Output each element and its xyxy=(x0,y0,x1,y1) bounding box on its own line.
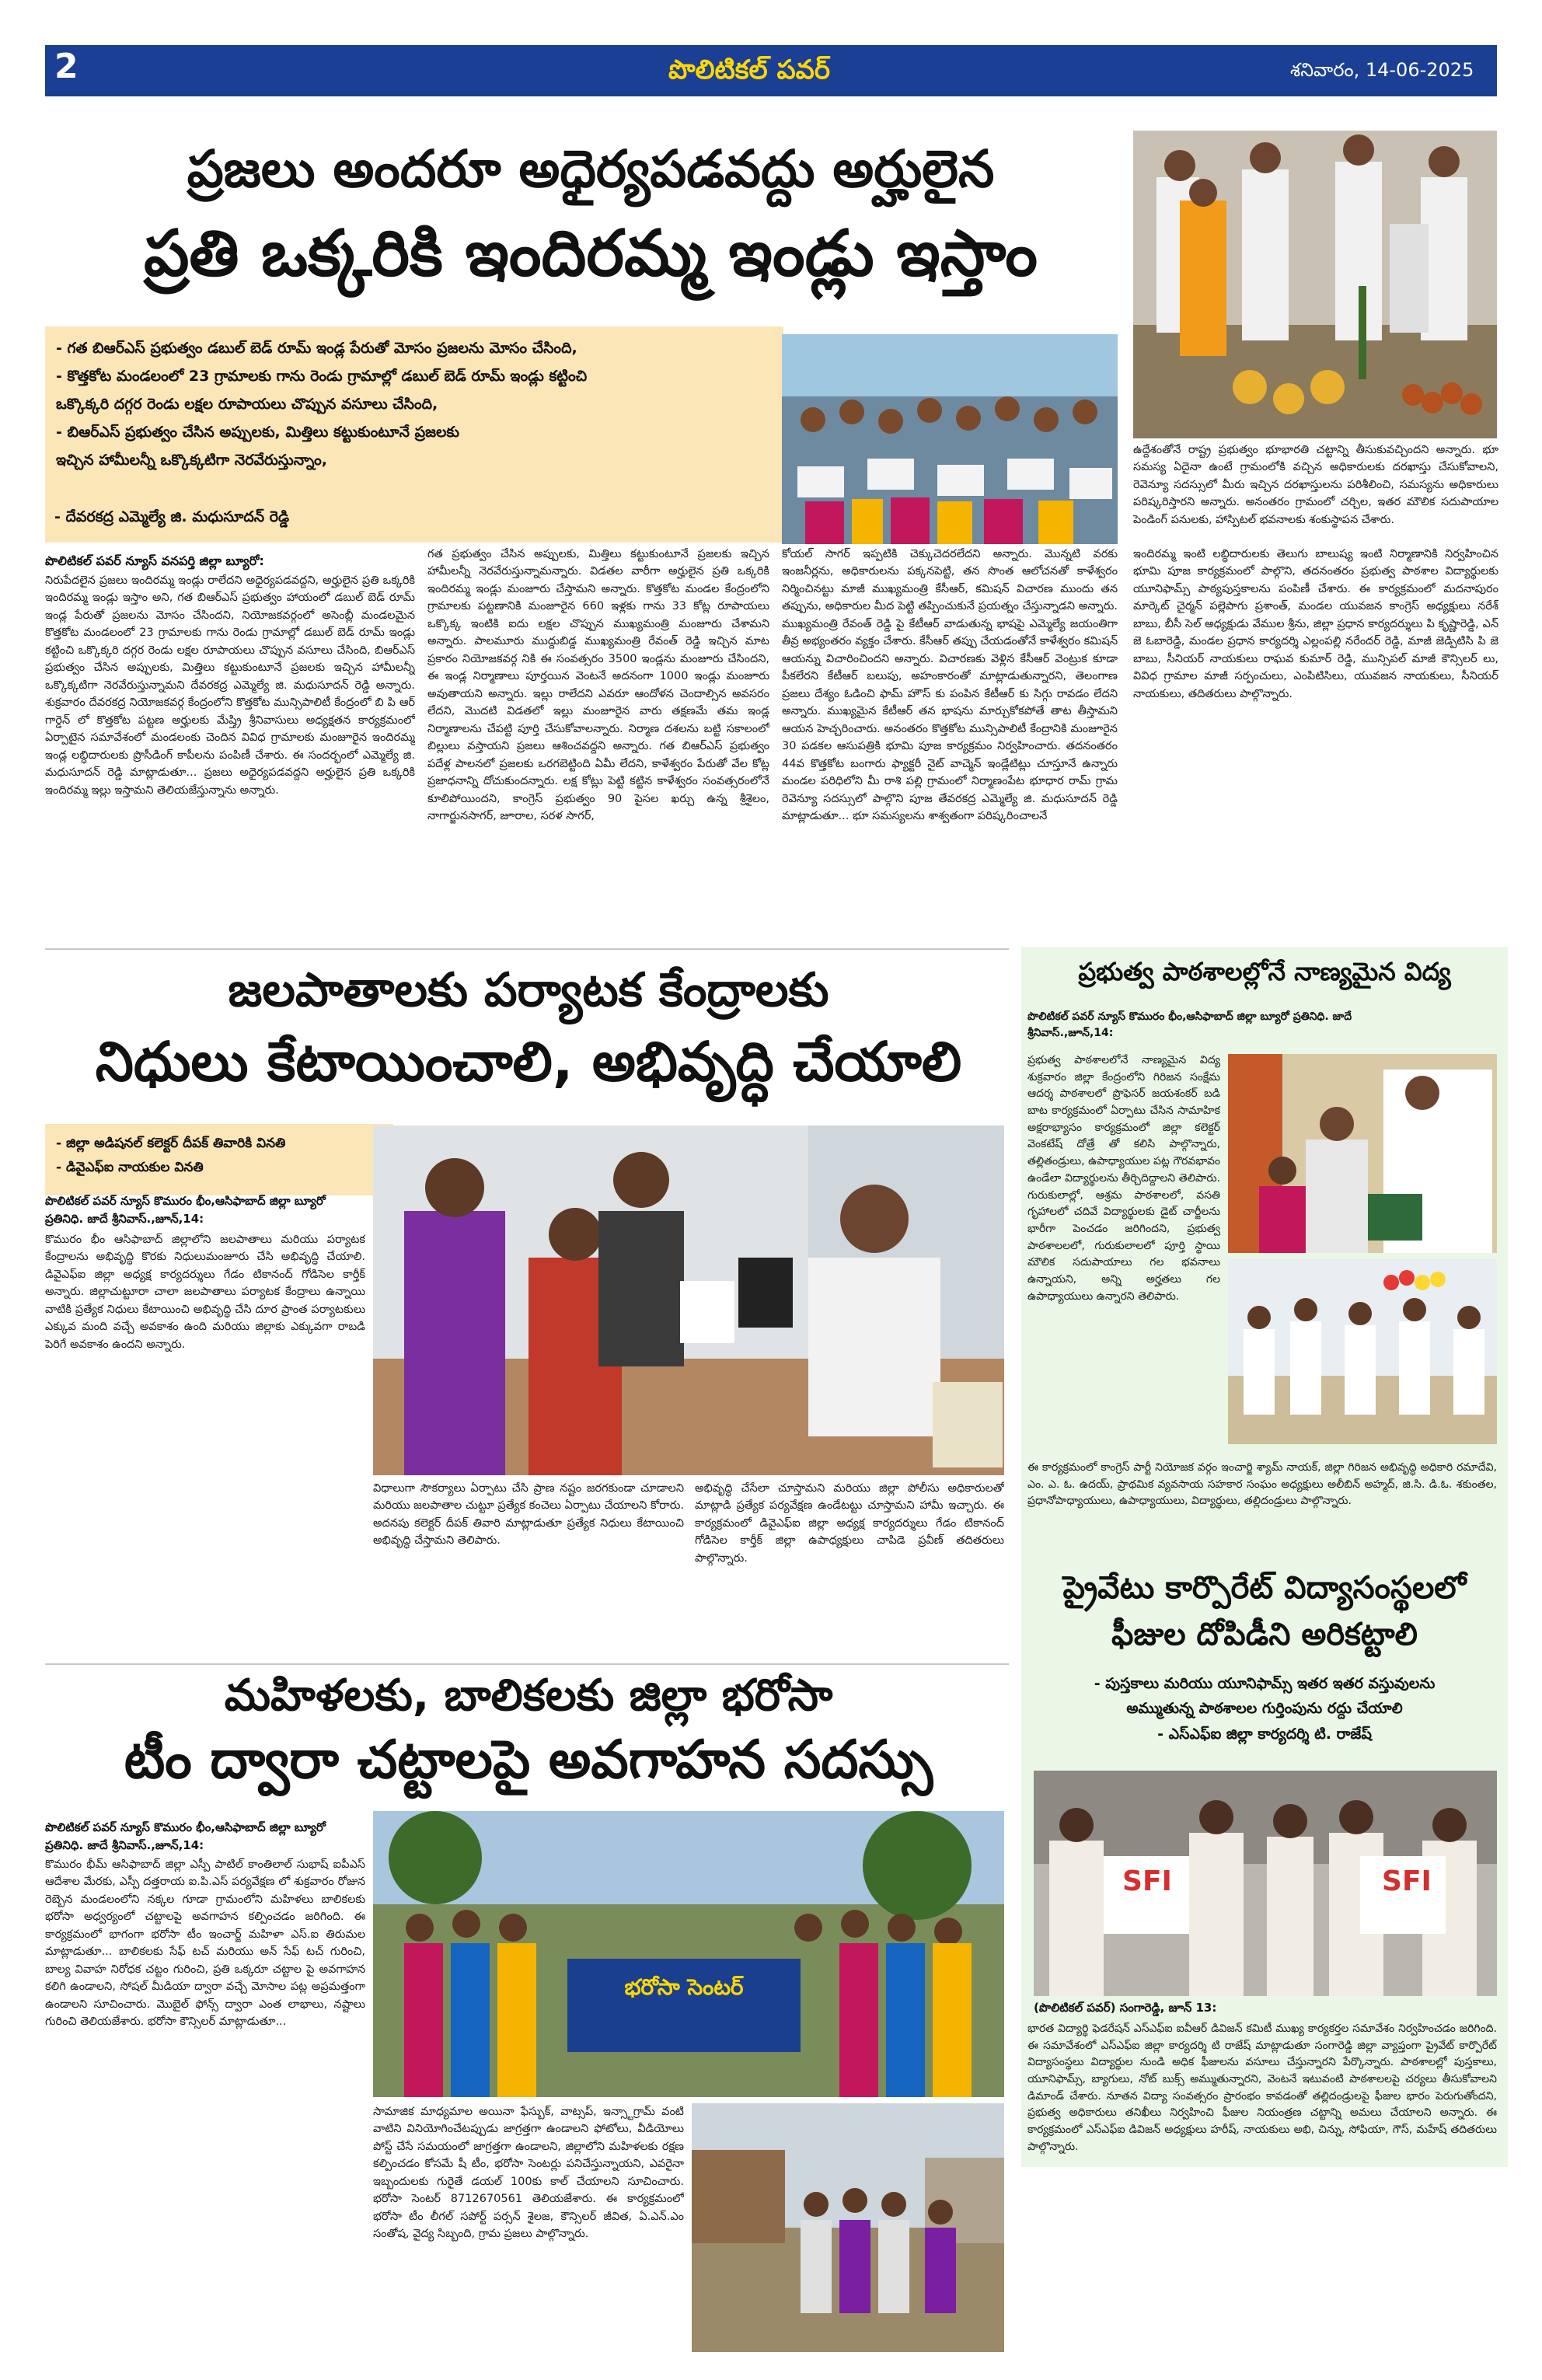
issue-date: శనివారం, 14-06-2025 xyxy=(1290,59,1474,81)
story5-headline-line2: టీం ద్వారా చట్టాలపై అవగాహన సదస్సు xyxy=(124,1729,933,1791)
story2-photo-petition xyxy=(373,1125,1004,1475)
story2-bullet-box xyxy=(45,1124,393,1195)
story1-column-1: నిరుపేదలైన ప్రజలు ఇందిరమ్మ ఇండ్లు రాలేదని అధైర్యపడవద్దని, అర్హులైన ప్రతి ఒక్కరికి ఇందిరమ్మ ఇండ్లు ఇస్తాం అని, గత బిఆర్ఎస్ ప్రభుత్వం హాయంలో డబుల్ బెడ్ రూమ్ ఇండ్ల పేరుతో ప్రజలను మోసం చేసిందని, నియోజకవర్గంలో అసెంబ్లీ మండలమైన కొత్తకోట మండలంలో 23 గ్రామాలకు గాను రెండు గ్రామాల్లో డబుల్ బెడ్ రూమ్ ఇండ్లు కట్టించి ఒక్కొక్కరి దగ్గర రెండు లక్షల రూపాయలు చొప్పున వసూలు చేసింది, బిఆర్ఎస్ ప్రభుత్వం చేసిన అప్పులకు, మిత్తిలు కట్టుకుంటూనే ప్రజలకు ఇచ్చిన హామీలన్నీ ఒక్కొక్కటిగా నెరవేరుస్తున్నామని దేవరకద్ర ఎమ్మెల్యే జి. మధుసూదన్ రెడ్డి అన్నారు. శుక్రవారం దేవరకద్ర నియోజకవర్గ కేంద్రంలోని కొత్తకోట మున్సిపాలిటీ కేంద్రంలో బి పి ఆర్ గార్డెన్ లో కొత్తకోట పట్టణ అర్హులకు మేష్త్రి శ్రీనివాసులు అధ్యక్షతన కార్యక్రమంలో ఏర్పాటైన సమావేశంలో మండలంకు చెందిన వివిధ గ్రామాలకు మంజూరైన ఇందిరమ్మ ఇండ్ల లబ్ధిదారులకు ప్రొసీడింగ్ కాపీలను పంపిణీ చేశారు. ఈ సందర్భంలో ఎమ్మెల్యే జి. మధుసూదన్ రెడ్డి మాట్లాడుతూ... ప్రజలు అధైర్యపడవద్దని అర్హులైన ప్రతి ఒక్కరికి ఇందిరమ్మ ఇల్లు ఇస్తామని తెలియజేస్తున్నాను అన్నారు. xyxy=(45,574,415,797)
story5-column-1: కొమురం భీమ్ ఆసిఫాబాద్ జిల్లా ఎస్పీ పాటిల్ కాంతిలాల్ సుభాష్ ఐపీఎస్ ఆదేశాల మేరకు, ఎస్పీ దత్తరాయ ఐ.పి.ఎస్ పర్యవేక్షణ లో శుక్రవారం రోజున రెబ్బెన మండలంలోని నక్కల గూడా గ్రామంలోని మహిళలు బాలికలకు భరోసా అధ్వర్యంలో చట్టాలపై అవగాహన కల్పించడం జరిగింది. ఈ కార్యక్రమంలో భాగంగా భరోసా టీం ఇంచార్జ్ మహిళా ఎస్.ఐ తిరుమల మాట్లాడుతూ... బాలికలకు సేఫ్ టచ్ మరియు అన్ సేఫ్ టచ్ గురించి, బాల్య వివాహ నిరోధక చట్టం గురించి, ప్రతి ఒక్కరూ చట్టాల పై అవగాహన కలిగి ఉండాలని, సోషల్ మీడియా ద్వారా వచ్చే మోసాల పట్ల అప్రమత్తంగా ఉండాలని సూచించారు. మొబైల్ ఫోన్స్ ద్వారా ఎంత లాభాలు, నష్టాలు గురించి తెలియజేశారు. భరోసా కౌన్సిలర్ మాట్లాడుతూ... xyxy=(45,1858,365,2029)
divider xyxy=(45,948,1009,950)
sfi-flag-right: SFI xyxy=(1382,1865,1432,1897)
story3-photo-classroom xyxy=(1228,1054,1497,1253)
story1-byline: పొలిటికల్ పవర్ న్యూస్ వనపర్తి జిల్లా బ్యూరో: xyxy=(45,553,264,568)
page-number: 2 xyxy=(54,47,78,86)
divider xyxy=(45,1663,1009,1665)
story1-photo-beneficiaries xyxy=(782,334,1118,544)
story1-bullet: - గత బిఆర్ఎస్ ప్రభుత్వం డబుల్ బెడ్ రూమ్ ఇండ్ల పేరుతో మోసం ప్రజలను మోసం చేసింది, xyxy=(56,340,577,357)
story4-subhead: - పుస్తకాలు మరియు యూనిఫామ్స్ ఇతర ఇతర వస్తువులను xyxy=(1094,1675,1436,1692)
story1-column-4: ఇందిరమ్మ ఇంటి లబ్ధిదారులకు తెలుగు బాలుష్య ఇంటి నిర్మాణానికి నిర్వహించిన భూమి పూజ కార్యక్రమంలో పాల్గొని, తదనంతరం ప్రభుత్వ పాఠశాల విద్యార్థులకు యూనిఫామ్స్ పాఠ్యపుస్తకాలను పంపిణీ చేశారు. ఈ కార్యక్రమంలో మదనాపురం మార్కెట్ చైర్మన్ పల్లెపాగు ప్రశాంత్, మండల యువజన కాంగ్రెస్ అధ్యక్షులు నరేశ్ బాబు, బీసీ సెల్ అధ్యక్షుడు వేముల శ్రీను, జిల్లా ప్రధాన కార్యదర్శులు పి కృష్ణారెడ్డి, ఎన్ జె ఓబారెడ్డి, మండల ప్రధాన కార్యదర్శి ఎల్లంపల్లి నరేందర్ రెడ్డి, మాజీ జెడ్పిటిసి పి జె బాబు, సీనియర్ నాయకులు రాఘవ కుమార్ రెడ్డి, మున్సిపల్ మాజీ కౌన్సిలర్ లు, వివిధ గ్రామాల మాజీ సర్పంచులు, ఎంపిటిసిలు, యువజన నాయకులు, సీనియర్ నాయకులు, తదితరులు పాల్గొన్నారు. xyxy=(1133,548,1498,700)
story2-column-2: విధాలుగా సౌకర్యాలు ఏర్పాటు చేసి ప్రాణ నష్టం జరగకుండా చూడాలని మరియు జలపాతాల చుట్టూ ప్రత్యేక కంచెలు ఏర్పాటు చేయాలని కోరారు. అదనపు కలెక్టర్ దీపక్ తివారి మాట్లాడుతూ ప్రత్యేక నిధులు కేటాయించి అభివృద్ధి చేస్తామని తెలిపారు. xyxy=(373,1482,684,1548)
story1-bullet: - బిఆర్ఎస్ ప్రభుత్వం చేసిన అప్పులకు, మిత్తిలు కట్టుకుంటూనే ప్రజలకు xyxy=(56,424,459,441)
story4-body: భారత విద్యార్థి ఫెడరేషన్ ఎస్ఎఫ్ఐ ఐవీఆర్ డివిజన్ కమిటీ ముఖ్య కార్యకర్తల సమావేశం నిర్వహించడం జరిగింది. ఈ సమావేశంలో ఎస్ఎఫ్ఐ జిల్లా కార్యదర్శి టి రాజేష్ మాట్లాడుతూ సంగారెడ్డి జిల్లా వ్యాప్తంగా ప్రైవేట్ కార్పొరేట్ విద్యాసంస్థలు విద్యార్థుల నుండి అధిక ఫీజులను వసూలు చేస్తున్నారని పేర్కొన్నారు. పాఠశాలల్లో పుస్తకాలు, యూనిఫామ్స్, బ్యాగులు, నోట్ బుక్స్ అమ్ముతున్నారని, వెంటనే ఇటువంటి పాఠశాలలపై చర్యలు తీసుకోవాలని డిమాండ్ చేశారు. నూతన విద్యా సంవత్సరం ప్రారంభం కావడంతో తల్లిదండ్రులపై ఫీజుల భారం పెరుగుతోందని, ప్రభుత్వ అధికారులు తనిఖీలు నిర్వహించి ఫీజుల నియంత్రణ చట్టాన్ని అమలు చేయాలని అన్నారు. ఈ కార్యక్రమంలో ఎస్ఎఫ్ఐ డివిజన్ అధ్యక్షులు హరీష్, నాయకులు అభి, చిన్ను, సోఫియా, గౌస్, మహేష్ తదితరులు పాల్గొన్నారు. xyxy=(1027,2022,1497,2153)
story3-column-2: ఈ కార్యక్రమంలో కాంగ్రెస్ పార్టీ నియోజక వర్గం ఇంచార్జి శ్యామ్ నాయక్, జిల్లా గిరిజన అభివృద్ధి అధికారి రమాదేవి, ఎం. ఎ. ఓ. ఉదయ్, ప్రాథమిక వ్యవసాయ సహకార సంఘం అధ్యక్షులు అలీబిన్ అహ్మద్, జి.సి. డి.ఓ. శకుంతల, ప్రధానోపాధ్యాయులు, ఉపాధ్యాయులు, విద్యార్థులు, తల్లిదండ్రులు పాల్గొన్నారు. xyxy=(1027,1461,1497,1508)
story5-headline-line1: మహిళలకు, బాలికలకు జిల్లా భరోసా xyxy=(224,1670,833,1721)
newspaper-name: పొలిటికల్ పవర్ xyxy=(668,54,830,85)
story2-headline-line2: నిధులు కేటాయించాలి, అభివృద్ధి చేయాలి xyxy=(95,1030,962,1094)
story1-bullet: - కొత్తకోట మండలంలో 23 గ్రామాలకు గాను రెండు గ్రామాల్లో డబుల్ బెడ్ రూమ్ ఇండ్లు కట్టించి xyxy=(56,368,588,386)
story1-bullet-mla: - దేవరకద్ర ఎమ్మెల్యే జి. మధుసూదన్ రెడ్డి xyxy=(54,508,290,525)
story2-bullet: - జిల్లా అడిషనల్ కలెక్టర్ దీపక్ తివారికి వినతి xyxy=(56,1136,286,1151)
story2-byline: పొలిటికల్ పవర్ న్యూస్ కొమురం భీం,ఆసిఫాబాద్ జిల్లా బ్యూరో ప్రతినిధి. జాదే శ్రీనివాస్.,జూన్,14: xyxy=(45,1194,326,1226)
story1-headline-line1: ప్రజలు అందరూ అధైర్యపడవద్దు అర్హులైన xyxy=(187,139,995,199)
story5-photo-awareness-banner xyxy=(373,1811,1004,2097)
story3-column-1: ప్రభుత్వ పాఠశాలలోనే నాణ్యమైన విద్య శుక్రవారం జిల్లా కేంద్రంలోని గిరిజన సంక్షేమ ఆదర్శ పాఠశాలలో ప్రొఫెసర్ జయశంకర్ బడి బాట కార్యక్రమంలో ఏర్పాటు చేసిన సామాహిక అక్షరాభ్యాసం కార్యక్రమంలో జిల్లా కలెక్టర్ వెంకటేష్ దోత్రే తో కలిసి పాల్గొన్నారు, తల్లితండ్రులు, ఉపాధ్యాయుల పట్ల గౌరవభావం ఉండేలా విద్యార్థులను తీర్చిదిద్దాలని తెలిపారు. గురుకులాల్లో, ఆశ్రమ పాఠశాలలో, వసతి గృహాలలో చదివే విద్యార్థులకు డైట్ చార్జీలను భారీగా పెంచడం జరిగిందని, ప్రభుత్వ పాఠశాలలలో, గురుకులాలలో పూర్తి స్థాయి మౌలిక సదుపాయాలు గల భవనాలు ఉన్నాయని, అన్ని అర్హతలు గల ఉపాధ్యాయులు ఉన్నారని తెలిపారు. xyxy=(1027,1054,1220,1303)
story1-photo-ceremony xyxy=(1133,131,1497,438)
story4-headline-line1: ప్రైవేటు కార్పొరేట్ విద్యాసంస్థలలో xyxy=(1062,1570,1467,1606)
story1-bullet: ఇచ్చిన హామీలన్నీ ఒక్కొక్కటిగా నెరవేరుస్తున్నాం, xyxy=(56,452,328,469)
story4-caption: (పొలిటికల్ పవర్) సంగారెడ్డి, జూన్ 13: xyxy=(1034,2001,1217,2015)
sfi-flag-left: SFI xyxy=(1122,1865,1172,1897)
story1-column-4a: ఉద్దేశంతోనే రాష్ట్ర ప్రభుత్వం భూభారతి చట్టాన్ని తీసుకువచ్చిందని అన్నారు. భూ సమస్య ఏదైనా ఉంటే గ్రామంలోకి వచ్చిన అధికారులకు దరఖాస్తు చేసుకోవాలని, రెవెన్యూ సదస్సులో మీరు ఇచ్చిన దరఖాస్తులను పరిశీలించి, సమస్యను అధికారులు పరిష్కరిస్తారని అన్నారు. అనంతరం గ్రామంలో చర్చిల, ఇతర మౌలిక సదుపాయాల పెండింగ్ పనులకు, హాస్పిటల్ భవనాలకు శంకుస్థాపన చేశారు. xyxy=(1133,444,1498,526)
story1-column-2: గత ప్రభుత్వం చేసిన అప్పులకు, మిత్తిలు కట్టుకుంటూనే ప్రజలకు ఇచ్చిన హామీలన్నీ నెరవేరుస్తున్నామన్నారు. విడతల వారీగా అర్హులైన ప్రతి ఒక్కరికి ఇందిరమ్మ ఇండ్లు మంజూరు చేస్తామని అన్నారు. కొత్తకోట మండల కేంద్రంలోని గ్రామాలకు పట్టణానికి మంజూరైన 660 ఇళ్లకు గాను 33 కోట్ల రూపాయలు ఒక్కొక్క ఇంటికి ఐదు లక్షల చొప్పున ముఖ్యమంత్రి మంజూరు చేశామని అన్నారు. పాలమూరు ముద్దుబిడ్డ ముఖ్యమంత్రి రేవంత్ రెడ్డి ఇచ్చిన మాట ప్రకారం నియోజకవర్గ నికి ఈ సంవత్సరం 3500 ఇండ్లను మంజూరు చేసిందని, ఈ ఇండ్ల నిర్మాణాలు పూర్తయిన వెంటనే అదనంగా 1000 ఇండ్లు మంజూరు అవుతాయని అన్నారు. ఇల్లు రాలేదని ఎవరూ ఆందోళన చెందాల్సిన అవసరం లేదని, మొదటి విడతలో ఇల్లు మంజూరైన వారు తక్షణమే తమ ఇండ్ల నిర్మాణాలను చేపట్టి పూర్తి చేసుకోవాలన్నారు. నిర్మాణ దశలను బట్టి సకాలంలో బిల్లులు వస్తాయని ప్రజలు ఆశించవద్దని అన్నారు. గత బిఆర్ఎస్ ప్రభుత్వం పదేళ్ల పాలనలో ప్రజలకు ఒరగబెట్టింది ఏమీ లేదని, కాళేశ్వరం పేరుతో వేల కోట్ల ప్రజాధనాన్ని దోచుకుందన్నారు. లక్ష కోట్లు పెట్టి కట్టిన కాళేశ్వరం సంవత్సరంలోనే కూలిపోయిందని, కాంగ్రెస్ ప్రభుత్వం 90 పైసల ఖర్చు ఉన్న శ్రీశైలం, నాగార్జునసాగర్, జూరాల, సరళ సాగర్, xyxy=(427,548,769,823)
story5-photo-village xyxy=(692,2103,1004,2352)
story3-photo-gathering xyxy=(1228,1259,1497,1444)
story4-headline-line2: ఫీజుల దోపిడీని అరికట్టాలి xyxy=(1111,1617,1418,1652)
story2-column-3: అభివృద్ధి చేసేలా చూస్తామని మరియు జిల్లా పోలీసు అధికారులతో మాట్లాడి ప్రత్యేక పర్యవేక్షణ ఉండేటట్టు చూస్తామని హామీ ఇచ్చారు. ఈ కార్యక్రమంలో డివైఎఫ్ఐ జిల్లా అధ్యక్ష కార్యదర్శులు గేడం టికానంద్ గోడిసెల కార్తీక్ జిల్లా ఉపాధ్యక్షులు చాపిడె ప్రవీణ్ తదితరులు పాల్గొన్నారు. xyxy=(695,1482,1004,1565)
story3-headline: ప్రభుత్వ పాఠశాలల్లోనే నాణ్యమైన విద్య xyxy=(1078,957,1451,986)
story5-byline: పొలిటికల్ పవర్ న్యూస్ కొమురం భీం,ఆసిఫాబాద్ జిల్లా బ్యూరో ప్రతినిధి. జాదే శ్రీనివాస్.,జూన్,14: xyxy=(45,1820,326,1852)
bharosa-banner-text: భరోసా సెంటర్ xyxy=(624,1974,744,2000)
story4-subhead: అమ్ముతున్న పాఠశాలల గుర్తింపును రద్దు చేయాలి xyxy=(1126,1700,1403,1718)
story3-byline: పొలిటికల్ పవర్ న్యూస్ కొమురం భీం,ఆసిఫాబాద్ జిల్లా బ్యూరో ప్రతినిధి. జాదే శ్రీనివాస్.,జూన్,14: xyxy=(1027,1010,1352,1039)
story2-column-1: కొమురం భీం ఆసిఫాబాద్ జిల్లాలోని జలపాతాలు మరియు పర్యాటక కేంద్రాలను అభివృద్ధి కొరకు నిధులుమంజూరు చేసి అభివృద్ధి చేయాలి. డివైఎఫ్ఐ జిల్లా అధ్యక్ష కార్యదర్శులు గేడం టికానంద్ గోడిసెల కార్తీక్ అన్నారు. జిల్లాచుట్టూరా చాలా జలపాతాలు పర్యాటక కేంద్రాలు ఉన్నాయి వాటికి ప్రత్యేక నిధులు కేటాయించి అభివృద్ధి చేసి దూర ప్రాంత పర్యాటకులు ఎక్కువ మంది వచ్చే అవకాశం ఉంది మరియు జిల్లాకు ఎక్కువగా రాబడి పెరిగే అవకాశం ఉందని అన్నారు. xyxy=(45,1234,365,1351)
story1-bullet: ఒక్కొక్కరి దగ్గర రెండు లక్షల రూపాయలు చొప్పున వసూలు చేసింది, xyxy=(56,396,438,414)
story2-bullet: - డివైఎఫ్ఐ నాయకుల వినతి xyxy=(56,1159,204,1175)
story5-column-2: సామాజిక మాధ్యమాల అయినా ఫేస్బుక్, వాట్సప్, ఇన్స్టాగ్రామ్ వంటి వాటిని వినియోగించేటప్పుడు జాగ్రత్తగా ఉండాలని ఫోటోలు, వీడియోలు పోస్ట్ చేసే సమయంలో జాగ్రత్తగా ఉండాలని, జిల్లాలోని మహిళలకు రక్షణ కల్పించడం కోసమే షీ టీం, భరోసా సెంటర్లు పనిచేస్తున్నాయని, ఎవరైనా ఇబ్బందులకు గురైతే డయల్ 100కు కాల్ చేయాలని సూచించారు. భరోసా సెంటర్ 8712670561 తెలియజేశారు. ఈ కార్యక్రమంలో భరోసా టీం లీగల్ సపోర్ట్ పర్సన్ శైలజ, కౌన్సిలర్ జీవిత, ఏ.ఎన్.ఎం సంతోష, వైద్య సిబ్బంది, గ్రామ ప్రజలు పాల్గొన్నారు. xyxy=(373,2106,684,2241)
story2-headline-line1: జలపాతాలకు పర్యాటక కేంద్రాలకు xyxy=(228,963,829,1017)
story4-subheads xyxy=(1024,1671,1505,1747)
story4-subhead: - ఎస్ఎఫ్ఐ జిల్లా కార్యదర్శి టి. రాజేష్ xyxy=(1157,1725,1372,1743)
story1-column-3: కోయల్ సాగర్ ఇప్పటికి చెక్కుచెదరలేదని అన్నారు. మొన్నటి వరకు ఇంజనీర్లను, అధికారులను పక్కనపెట్టి, తన సొంత ఆలోచనతో కాళేశ్వరం నిర్మించినట్టు మాజీ ముఖ్యమంత్రి కేసీఆర్, కమిషన్ విచారణ ముందు తన తప్పును, అధికారుల మీద పెట్టి తప్పించుకునే ప్రయత్నం చేస్తున్నాడని అన్నారు. ముఖ్యమంత్రి రేవంత్ రెడ్డి పై కేటీఆర్ వాడుతున్న భాషపై ఎమ్మెల్యే జయంతిగా తీవ్ర అభ్యంతరం వ్యక్తం చేశారు. కేసీఆర్ తప్పు చేయడంతోనే కాళేశ్వరం కమిషన్ ఆయన్ను విచారించిందని అన్నారు. విచారణకు వెళ్లిన కేసీఆర్ వెంట్రుక కూడా పీకలేరని కేటీఆర్ బలుపు, అహంకారంతో మాట్లాడుతున్నారని, తెలంగాణ ప్రజలు దేశ్యం ఓడించి ఫామ్ హౌస్ కు పంపిన కేటీఆర్ కు సిగ్గు రావడం లేదని అన్నారు. ముఖ్యమైన కేటీఆర్ తన భాషను మార్చుకోకపోతే తాట తీస్తామని ఆయన హెచ్చరించారు. అనంతరం కొత్తకోట మున్సిపాలిటీ కేంద్రానికి మంజూరైన 30 పడకల ఆసుపత్రికి భూమి పూజ కార్యక్రమం నిర్వహించారు. తదనంతరం 44వ కొత్తకోట బంగారు ఫ్యాక్టరీ నైట్ వాచ్మెన్ ఇండ్లేటిట్లు చూస్తూనే ఉన్నారు మండల పరిధిలోని మీ రాశి పల్లి గ్రామంలో నిర్మాణంపేట భూధార రామ్ గ్రామ రెవెన్యూ సదస్సులో పాల్గొని పూజ తేవరకద్ర ఎమ్మెల్యే జి. మధుసూదన్ రెడ్డి మాట్లాడుతూ... భూ సమస్యలను శాశ్వతంగా పరిష్కరించాలనే xyxy=(782,548,1118,823)
story1-headline-line2: ప్రతి ఒక్కరికి ఇందిరమ్మ ఇండ్లు ఇస్తాం xyxy=(144,217,1038,291)
